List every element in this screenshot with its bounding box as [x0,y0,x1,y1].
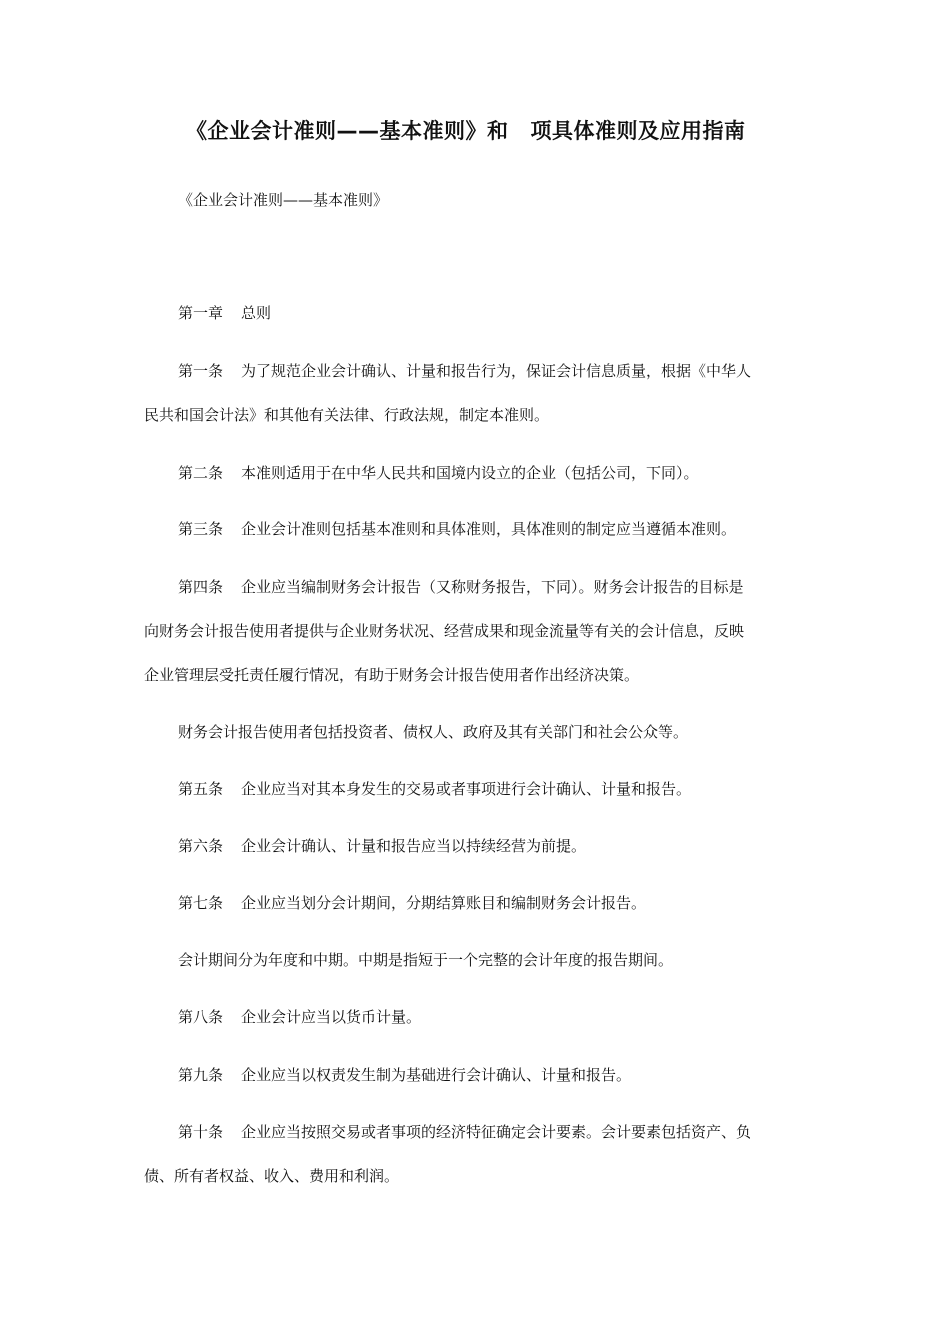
article-text: 企业应当划分会计期间，分期结算账目和编制财务会计报告。 [241,894,647,912]
article-text: 企业应当按照交易或者事项的经济特征确定会计要素。会计要素包括资产、负 [241,1123,752,1141]
article-5 [178,778,691,800]
article-label: 第四条 [178,578,224,596]
title-part-1: 《企业会计准则——基本准则》和 [186,119,509,143]
article-8 [178,1006,421,1028]
article-4-line-3: 企业管理层受托责任履行情况，有助于财务会计报告使用者作出经济决策。 [144,666,640,684]
article-label: 第六条 [178,837,224,855]
document-title [186,116,746,146]
article-label: 第三条 [178,520,224,538]
article-label: 第九条 [178,1066,224,1084]
article-label: 第十条 [178,1123,224,1141]
article-text: 企业应当对其本身发生的交易或者事项进行会计确认、计量和报告。 [241,780,692,798]
article-3 [178,518,736,540]
article-9 [178,1064,631,1086]
article-10-line-1 [178,1121,751,1143]
article-4-extra: 财务会计报告使用者包括投资者、债权人、政府及其有关部门和社会公众等。 [178,723,689,741]
chapter-label: 第一章 [178,304,224,322]
article-text: 为了规范企业会计确认、计量和报告行为，保证会计信息质量，根据《中华人 [241,362,752,380]
article-1-line-2: 民共和国会计法》和其他有关法律、行政法规，制定本准则。 [144,406,550,424]
chapter-heading [178,302,271,324]
article-text: 企业会计确认、计量和报告应当以持续经营为前提。 [241,837,587,855]
article-2 [178,462,699,484]
article-label: 第一条 [178,362,224,380]
article-text: 企业会计准则包括基本准则和具体准则，具体准则的制定应当遵循本准则。 [241,520,737,538]
article-6 [178,835,586,857]
article-7-extra: 会计期间分为年度和中期。中期是指短于一个完整的会计年度的报告期间。 [178,951,674,969]
article-text: 本准则适用于在中华人民共和国境内设立的企业（包括公司，下同）。 [241,464,699,482]
document-subtitle: 《企业会计准则——基本准则》 [178,191,389,209]
article-7 [178,892,646,914]
article-4-line-1 [178,576,744,598]
article-label: 第二条 [178,464,224,482]
article-label: 第七条 [178,894,224,912]
article-text: 企业应当以权责发生制为基础进行会计确认、计量和报告。 [241,1066,632,1084]
article-text: 企业应当编制财务会计报告（又称财务报告，下同）。财务会计报告的目标是 [241,578,744,596]
article-label: 第八条 [178,1008,224,1026]
title-part-2: 项具体准则及应用指南 [530,119,746,143]
chapter-name: 总则 [241,304,272,322]
article-1-line-1 [178,360,751,382]
article-4-line-2: 向财务会计报告使用者提供与企业财务状况、经营成果和现金流量等有关的会计信息，反映 [144,622,745,640]
article-10-line-2: 债、所有者权益、收入、费用和利润。 [144,1167,400,1185]
article-text: 企业会计应当以货币计量。 [241,1008,422,1026]
article-label: 第五条 [178,780,224,798]
